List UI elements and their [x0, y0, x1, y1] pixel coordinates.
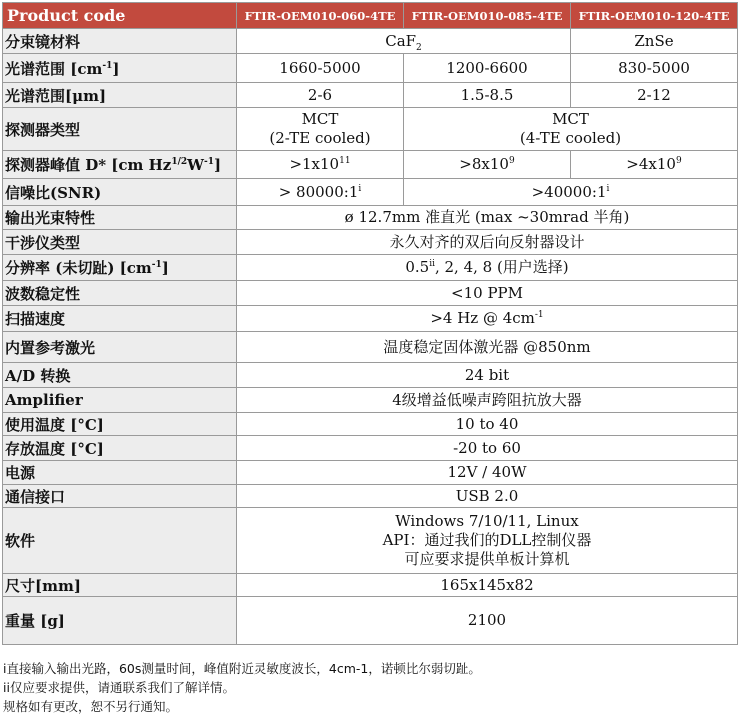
value-range-um-1: 2-6: [237, 83, 404, 108]
label-amplifier: Amplifier: [3, 388, 237, 413]
label-laser: 内置参考激光: [3, 332, 237, 363]
value-splitter-znse: ZnSe: [571, 29, 738, 54]
label-interferometer: 干涉仪类型: [3, 230, 237, 255]
value-snr-23: [404, 179, 738, 206]
snr-23-sup: i: [606, 183, 610, 194]
detectivity-sup2: -1: [203, 157, 214, 167]
row-detectivity: [3, 151, 738, 179]
label-adc: A/D 转换: [3, 363, 237, 388]
value-comm: USB 2.0: [237, 485, 738, 508]
value-detectivity-3: [571, 151, 738, 179]
caf-text: CaF: [385, 31, 417, 50]
value-power: 12V / 40W: [237, 461, 738, 485]
snr-1-sup: i: [358, 183, 362, 194]
detectivity-2-sup: 9: [508, 156, 515, 166]
detector-4te-line1: MCT: [552, 110, 589, 128]
value-range-um-2: 1.5-8.5: [404, 83, 571, 108]
model-120: FTIR-OEM010-120-4TE: [571, 3, 738, 29]
range-cm-end: ]: [112, 59, 120, 78]
row-resolution: [3, 255, 738, 281]
row-splitter: [3, 29, 738, 54]
footnotes: [3, 659, 481, 716]
snr-23-text: >40000:1: [531, 182, 607, 201]
detectivity-2-text: >8x10: [459, 155, 509, 173]
label-software: 软件: [3, 508, 237, 574]
model-060: FTIR-OEM010-060-4TE: [237, 3, 404, 29]
row-adc: [3, 363, 738, 388]
detector-2te-line2: (2-TE cooled): [269, 129, 371, 147]
row-op-temp: [3, 413, 738, 436]
value-detectivity-1: [237, 151, 404, 179]
detector-2te-line1: MCT: [301, 110, 339, 128]
label-range-cm: [3, 54, 237, 83]
row-range-um: [3, 83, 738, 108]
detectivity-text: 探测器峰值 D* [cm Hz: [5, 156, 172, 174]
detectivity-1-text: >1x10: [289, 155, 340, 173]
footnote-2: ii仅应要求提供，请通联系我们了解详情。: [3, 680, 235, 695]
detector-4te-line2: (4-TE cooled): [519, 129, 622, 147]
software-line3: 可应要求提供单板计算机: [404, 550, 570, 568]
value-size: 165x145x82: [237, 574, 738, 597]
label-comm: 通信接口: [3, 485, 237, 508]
label-scan: 扫描速度: [3, 306, 237, 332]
scan-sup: -1: [534, 310, 544, 320]
resolution-b: , 2, 4, 8 (用户选择): [434, 258, 569, 276]
value-interferometer: 永久对齐的双后向反射器设计: [237, 230, 738, 255]
label-detector-type: 探测器类型: [3, 108, 237, 151]
header-row: [3, 3, 738, 29]
range-cm-sup: -1: [102, 60, 113, 71]
row-comm: [3, 485, 738, 508]
value-range-cm-1: 1660-5000: [237, 54, 404, 83]
row-amplifier: [3, 388, 738, 413]
label-range-um: 光谱范围[μm]: [3, 83, 237, 108]
label-resolution: [3, 255, 237, 281]
label-stability: 波数稳定性: [3, 281, 237, 306]
detectivity-3-text: >4x10: [626, 155, 676, 173]
snr-1-text: > 80000:1: [278, 182, 359, 201]
value-weight: 2100: [237, 597, 738, 645]
header-title: Product code: [3, 3, 237, 29]
label-op-temp: 使用温度 [°C]: [3, 413, 237, 436]
footnote-1: i直接输入输出光路，60s测量时间，峰值附近灵敏度波长，4cm-1，诺顿比尔弱切趾。: [3, 661, 481, 676]
value-scan: [237, 306, 738, 332]
value-range-cm-3: 830-5000: [571, 54, 738, 83]
range-cm-text: 光谱范围 [cm: [5, 59, 103, 78]
row-size: [3, 574, 738, 597]
row-st-temp: [3, 436, 738, 461]
row-weight: [3, 597, 738, 645]
value-range-cm-2: 1200-6600: [404, 54, 571, 83]
row-detector-type: [3, 108, 738, 151]
value-software: [237, 508, 738, 574]
resolution-text: 分辨率 (未切趾) [cm: [5, 259, 152, 277]
scan-text: >4 Hz @ 4cm: [430, 309, 535, 327]
detectivity-3-sup: 9: [675, 156, 682, 166]
label-power: 电源: [3, 461, 237, 485]
row-software: [3, 508, 738, 574]
label-splitter: 分束镜材料: [3, 29, 237, 54]
row-laser: [3, 332, 738, 363]
value-snr-1: [237, 179, 404, 206]
detectivity-end: ]: [213, 156, 222, 174]
value-splitter-caf: [237, 29, 571, 54]
row-interferometer: [3, 230, 738, 255]
model-085: FTIR-OEM010-085-4TE: [404, 3, 571, 29]
value-op-temp: 10 to 40: [237, 413, 738, 436]
row-stability: [3, 281, 738, 306]
value-amplifier: 4级增益低噪声跨阻抗放大器: [237, 388, 738, 413]
row-range-cm: [3, 54, 738, 83]
row-beam: [3, 206, 738, 230]
value-detector-2te: [237, 108, 404, 151]
value-stability: <10 PPM: [237, 281, 738, 306]
value-st-temp: -20 to 60: [237, 436, 738, 461]
label-beam: 输出光束特性: [3, 206, 237, 230]
label-snr: 信噪比(SNR): [3, 179, 237, 206]
value-adc: 24 bit: [237, 363, 738, 388]
value-detector-4te: [404, 108, 738, 151]
caf-sub: 2: [416, 42, 422, 53]
detectivity-mid: W: [187, 156, 204, 174]
label-size: 尺寸[mm]: [3, 574, 237, 597]
detectivity-1-sup: 11: [339, 156, 351, 166]
label-detectivity: [3, 151, 237, 179]
row-snr: [3, 179, 738, 206]
label-st-temp: 存放温度 [°C]: [3, 436, 237, 461]
resolution-v-sup: ii: [429, 259, 435, 269]
footnote-3: 规格如有更改，恕不另行通知。: [3, 699, 179, 714]
resolution-end: ]: [161, 259, 169, 277]
value-resolution: [237, 255, 738, 281]
software-line2: API：通过我们的DLL控制仪器: [382, 531, 592, 549]
spec-table: [2, 2, 738, 645]
row-power: [3, 461, 738, 485]
label-weight: 重量 [g]: [3, 597, 237, 645]
resolution-a: 0.5: [405, 258, 430, 276]
resolution-sup: -1: [151, 260, 162, 270]
value-range-um-3: 2-12: [571, 83, 738, 108]
row-scan: [3, 306, 738, 332]
detectivity-sup1: 1/2: [171, 157, 188, 167]
value-laser: 温度稳定固体激光器 @850nm: [237, 332, 738, 363]
software-line1: Windows 7/10/11, Linux: [395, 512, 579, 530]
value-detectivity-2: [404, 151, 571, 179]
value-beam: ø 12.7mm 准直光 (max ~30mrad 半角): [237, 206, 738, 230]
